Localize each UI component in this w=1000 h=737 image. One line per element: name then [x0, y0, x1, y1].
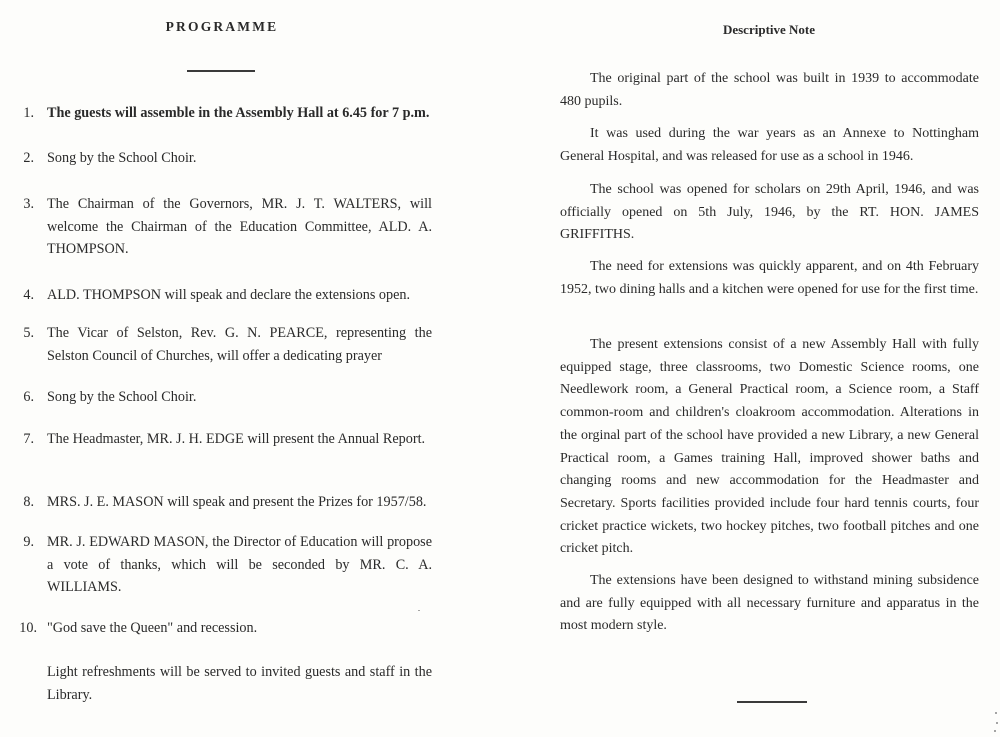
scan-speck — [418, 610, 420, 611]
note-paragraph-4: The need for extensions was quickly apparent, and on 4th February 1952, two dining halls and a kitchen were opened for use for the first time. — [560, 259, 979, 297]
closing-divider — [737, 701, 807, 703]
item-number: 3. — [23, 196, 34, 212]
note-paragraph-2: It was used during the war years as an Annexe to Nottingham General Hospital, and was released for use as a school in 1946. — [560, 126, 979, 164]
item-number: 1. — [23, 105, 34, 121]
note-paragraph-1: The original part of the school was built in 1939 to accommodate 480 pupils. — [560, 71, 979, 109]
item-text: MR. J. EDWARD MASON, the Director of Education will propose a vote of thanks, which will be seconded by MR. C. A. WILLIAMS. — [47, 534, 432, 595]
heading-divider — [187, 70, 255, 72]
descriptive-note-heading: Descriptive Note — [722, 22, 816, 37]
note-paragraph-3: The school was opened for scholars on 29th April, 1946, and was officially opened on 5th July, 1946, by the RT. HON. JAMES GRIFFITHS. — [560, 182, 979, 243]
scan-speck — [995, 712, 997, 714]
item-text: MRS. J. E. MASON will speak and present the Prizes for 1957/58. — [47, 494, 427, 510]
item-text: "God save the Queen" and recession. — [47, 620, 258, 636]
note-paragraph-5: The present extensions consist of a new Assembly Hall with fully equipped stage, three classrooms, two Domestic Science rooms, one Needlework room, a General Practical room, a Science room, a Staff common-room and children's cloakroom accommodation. Alterations in the orginal part of the school have provided a new Library, a new General Practical room, a Games training Hall, improved shower baths and changing rooms and new accommodation for the Headmaster and Secretary. Sports facilities provided include four hard tennis courts, four cricket practice wickets, two hockey pitches, two football pitches and one cricket pitch. — [560, 337, 979, 557]
item-text: The Headmaster, MR. J. H. EDGE will present the Annual Report. — [47, 431, 426, 447]
item-text: Song by the School Choir. — [47, 389, 197, 405]
item-text: The Vicar of Selston, Rev. G. N. PEARCE, representing the Selston Council of Churches, will offer a dedicating prayer — [47, 325, 432, 364]
descriptive-note-page — [500, 0, 1000, 737]
item-text: ALD. THOMPSON will speak and declare the extensions open. — [47, 287, 411, 303]
item-number: 4. — [23, 287, 34, 303]
item-text: The guests will assemble in the Assembly Hall at 6.45 for 7 p.m. — [47, 105, 430, 121]
item-number: 7. — [23, 431, 34, 447]
scan-speck — [994, 730, 996, 732]
item-number: 2. — [23, 150, 34, 166]
item-number: 10. — [19, 620, 37, 636]
item-number: 9. — [23, 534, 34, 550]
refreshments-text: Light refreshments will be served to invited guests and staff in the Library. — [47, 664, 432, 703]
note-paragraph-6: The extensions have been designed to withstand mining subsidence and are fully equipped with all necessary furniture and apparatus in the most modern style. — [560, 573, 979, 634]
item-text: The Chairman of the Governors, MR. J. T. WALTERS, will welcome the Chairman of the Education Committee, ALD. A. THOMPSON. — [47, 196, 432, 257]
item-text: Song by the School Choir. — [47, 150, 197, 166]
item-number: 6. — [23, 389, 34, 405]
programme-page — [0, 0, 490, 737]
item-number: 8. — [23, 494, 34, 510]
scan-speck — [996, 722, 998, 724]
programme-heading: PROGRAMME — [165, 19, 279, 34]
item-number: 5. — [23, 325, 34, 341]
